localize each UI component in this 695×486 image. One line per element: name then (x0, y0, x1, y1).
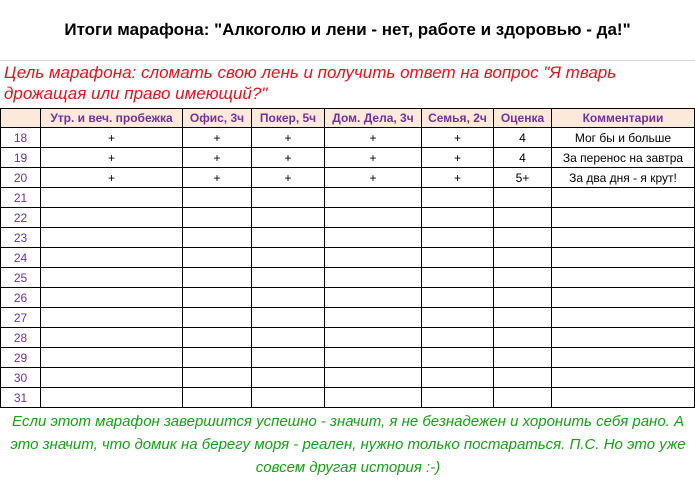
table-row (1, 348, 695, 368)
day-cell[interactable]: 19 (1, 148, 41, 168)
table-row (1, 188, 695, 208)
run-cell[interactable] (41, 388, 183, 408)
comment-cell[interactable] (552, 328, 695, 348)
poker-cell[interactable] (252, 188, 325, 208)
poker-cell[interactable] (252, 308, 325, 328)
score-cell[interactable] (494, 388, 552, 408)
table-row (1, 328, 695, 348)
poker-cell[interactable] (252, 268, 325, 288)
family-cell[interactable]: + (422, 128, 494, 148)
score-cell[interactable]: 5+ (494, 168, 552, 188)
day-cell[interactable]: 28 (1, 328, 41, 348)
house-cell[interactable] (325, 368, 422, 388)
office-cell[interactable] (183, 248, 252, 268)
table-row (1, 128, 695, 148)
office-cell[interactable] (183, 348, 252, 368)
comment-cell[interactable] (552, 348, 695, 368)
office-cell[interactable] (183, 368, 252, 388)
house-cell[interactable] (325, 288, 422, 308)
family-cell[interactable] (422, 288, 494, 308)
day-cell[interactable]: 25 (1, 268, 41, 288)
office-cell[interactable]: + (183, 168, 252, 188)
page-title: Итоги марафона: "Алкоголю и лени - нет, работе и здоровью - да!" (64, 20, 631, 39)
comment-cell[interactable] (552, 248, 695, 268)
score-cell[interactable] (494, 228, 552, 248)
comment-cell[interactable]: За два дня - я крут! (552, 168, 695, 188)
table-row (1, 388, 695, 408)
run-cell[interactable] (41, 268, 183, 288)
run-cell[interactable]: + (41, 128, 183, 148)
score-cell[interactable] (494, 248, 552, 268)
family-cell[interactable]: + (422, 168, 494, 188)
comment-cell[interactable]: За перенос на завтра (552, 148, 695, 168)
office-cell[interactable] (183, 388, 252, 408)
score-cell[interactable] (494, 348, 552, 368)
table-row (1, 268, 695, 288)
goal-text: Цель марафона: сломать свою лень и получить ответ на вопрос "Я тварь дрожащая или право имеющий?" (4, 63, 617, 103)
family-cell[interactable] (422, 328, 494, 348)
day-cell[interactable]: 22 (1, 208, 41, 228)
office-cell[interactable] (183, 228, 252, 248)
run-cell[interactable] (41, 308, 183, 328)
footer-text: Если этот марафон завершится успешно - значит, я не безнадежен и хоронить себя рано. А это значит, что домик на берегу моря - реален, нужно только постараться. П.С. Но это уже совсем другая история :-) (10, 413, 686, 476)
office-cell[interactable]: + (183, 148, 252, 168)
office-cell[interactable] (183, 288, 252, 308)
day-cell[interactable]: 23 (1, 228, 41, 248)
table-row (1, 228, 695, 248)
run-cell[interactable] (41, 188, 183, 208)
title-row (0, 0, 695, 61)
poker-cell[interactable]: + (252, 168, 325, 188)
score-cell[interactable] (494, 368, 552, 388)
poker-cell[interactable]: + (252, 148, 325, 168)
day-cell[interactable]: 24 (1, 248, 41, 268)
score-cell[interactable]: 4 (494, 128, 552, 148)
house-cell[interactable] (325, 228, 422, 248)
table-row (1, 208, 695, 228)
house-cell[interactable]: + (325, 128, 422, 148)
house-cell[interactable]: + (325, 148, 422, 168)
poker-cell[interactable] (252, 328, 325, 348)
score-cell[interactable] (494, 288, 552, 308)
comment-cell[interactable] (552, 308, 695, 328)
day-cell[interactable]: 21 (1, 188, 41, 208)
comment-cell[interactable] (552, 188, 695, 208)
poker-cell[interactable] (252, 288, 325, 308)
header-family[interactable]: Семья, 2ч (422, 109, 494, 128)
marathon-table (0, 108, 695, 408)
house-cell[interactable]: + (325, 168, 422, 188)
poker-cell[interactable] (252, 388, 325, 408)
header-row (1, 109, 695, 128)
family-cell[interactable] (422, 368, 494, 388)
comment-cell[interactable] (552, 228, 695, 248)
house-cell[interactable] (325, 308, 422, 328)
score-cell[interactable] (494, 188, 552, 208)
family-cell[interactable] (422, 208, 494, 228)
score-cell[interactable] (494, 308, 552, 328)
run-cell[interactable] (41, 368, 183, 388)
header-run[interactable]: Утр. и веч. пробежка (41, 109, 183, 128)
table-row (1, 248, 695, 268)
family-cell[interactable] (422, 228, 494, 248)
poker-cell[interactable] (252, 208, 325, 228)
score-cell[interactable] (494, 328, 552, 348)
comment-cell[interactable] (552, 388, 695, 408)
day-cell[interactable]: 26 (1, 288, 41, 308)
score-cell[interactable] (494, 208, 552, 228)
office-cell[interactable] (183, 188, 252, 208)
office-cell[interactable] (183, 308, 252, 328)
poker-cell[interactable]: + (252, 128, 325, 148)
family-cell[interactable]: + (422, 148, 494, 168)
table-row (1, 168, 695, 188)
house-cell[interactable] (325, 248, 422, 268)
poker-cell[interactable] (252, 228, 325, 248)
office-cell[interactable] (183, 208, 252, 228)
run-cell[interactable]: + (41, 148, 183, 168)
office-cell[interactable] (183, 328, 252, 348)
run-cell[interactable]: + (41, 168, 183, 188)
table-row (1, 308, 695, 328)
poker-cell[interactable] (252, 348, 325, 368)
office-cell[interactable] (183, 268, 252, 288)
run-cell[interactable] (41, 348, 183, 368)
day-cell[interactable]: 31 (1, 388, 41, 408)
family-cell[interactable] (422, 268, 494, 288)
table-row (1, 288, 695, 308)
header-poker[interactable]: Покер, 5ч (252, 109, 325, 128)
table-row (1, 148, 695, 168)
house-cell[interactable] (325, 188, 422, 208)
header-day[interactable] (1, 109, 41, 128)
comment-cell[interactable] (552, 268, 695, 288)
family-cell[interactable] (422, 348, 494, 368)
comment-cell[interactable] (552, 368, 695, 388)
header-office[interactable]: Офис, 3ч (183, 109, 252, 128)
table-row (1, 368, 695, 388)
header-house[interactable]: Дом. Дела, 3ч (325, 109, 422, 128)
family-cell[interactable] (422, 388, 494, 408)
house-cell[interactable] (325, 348, 422, 368)
score-cell[interactable] (494, 268, 552, 288)
run-cell[interactable] (41, 228, 183, 248)
day-cell[interactable]: 18 (1, 128, 41, 148)
run-cell[interactable] (41, 208, 183, 228)
house-cell[interactable] (325, 388, 422, 408)
comment-cell[interactable] (552, 288, 695, 308)
office-cell[interactable]: + (183, 128, 252, 148)
comment-cell[interactable]: Мог бы и больше (552, 128, 695, 148)
house-cell[interactable] (325, 328, 422, 348)
house-cell[interactable] (325, 268, 422, 288)
day-cell[interactable]: 29 (1, 348, 41, 368)
run-cell[interactable] (41, 328, 183, 348)
family-cell[interactable] (422, 248, 494, 268)
poker-cell[interactable] (252, 368, 325, 388)
poker-cell[interactable] (252, 248, 325, 268)
score-cell[interactable]: 4 (494, 148, 552, 168)
run-cell[interactable] (41, 288, 183, 308)
day-cell[interactable]: 30 (1, 368, 41, 388)
header-score[interactable]: Оценка (494, 109, 552, 128)
run-cell[interactable] (41, 248, 183, 268)
day-cell[interactable]: 27 (1, 308, 41, 328)
house-cell[interactable] (325, 208, 422, 228)
family-cell[interactable] (422, 188, 494, 208)
day-cell[interactable]: 20 (1, 168, 41, 188)
family-cell[interactable] (422, 308, 494, 328)
header-comments[interactable]: Комментарии (552, 109, 695, 128)
comment-cell[interactable] (552, 208, 695, 228)
